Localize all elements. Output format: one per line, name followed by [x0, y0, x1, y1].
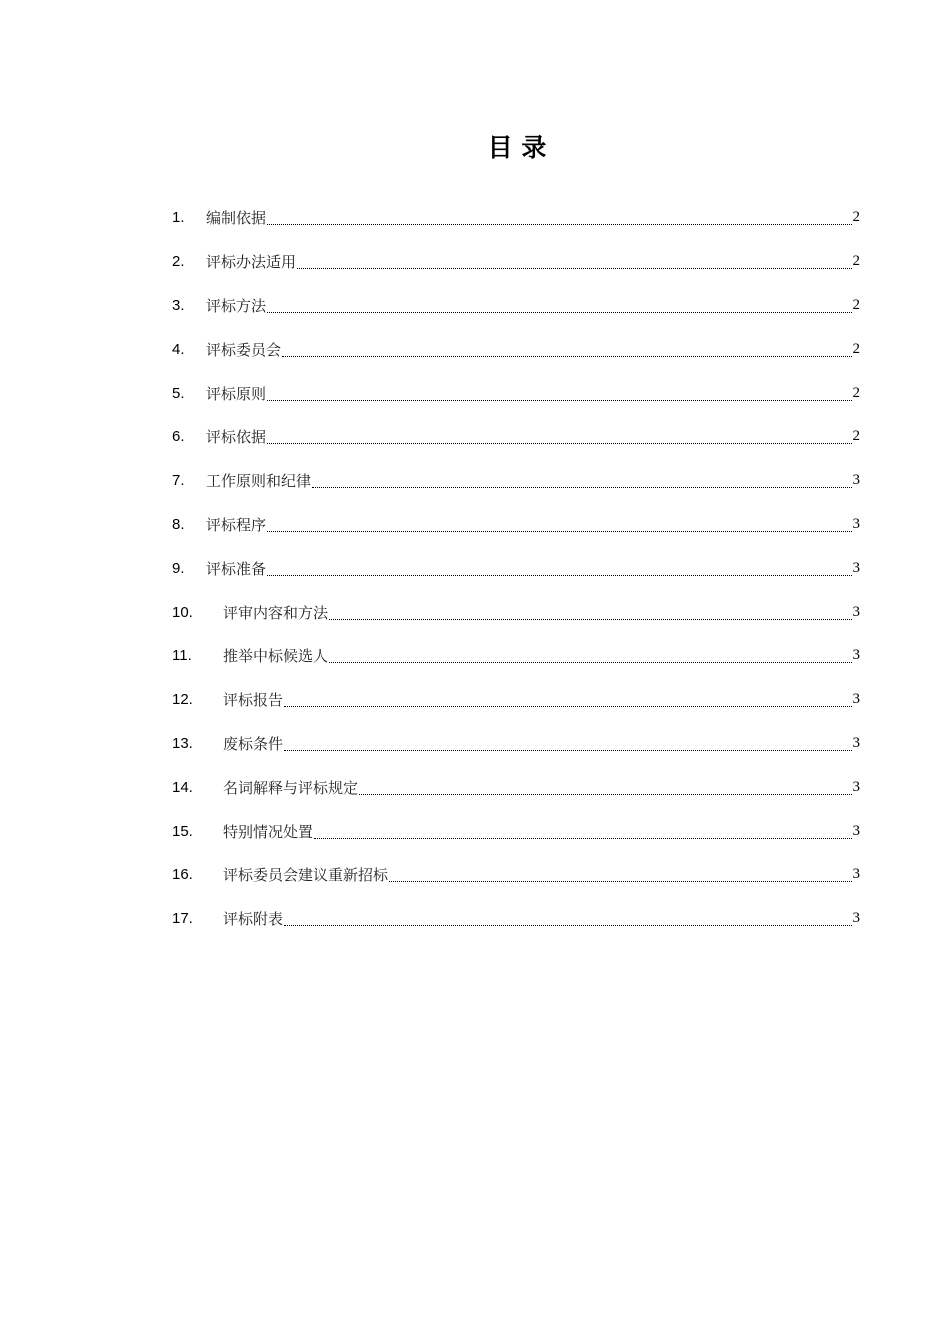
toc-entry-number: 17.: [172, 910, 193, 928]
toc-entry-title: 评标附表: [223, 910, 284, 929]
toc-entry-number: 7.: [172, 472, 185, 490]
toc-dot-leader: [282, 356, 851, 357]
page-title: 目 录: [487, 133, 547, 162]
toc-entry-title: 评标报告: [223, 691, 284, 710]
toc-entry-title: 评标原则: [206, 384, 267, 403]
toc-entry-page: 3: [852, 472, 860, 489]
toc-entry-page: 2: [852, 428, 860, 445]
toc-dot-leader: [314, 838, 851, 839]
toc-entry[interactable]: [172, 546, 860, 590]
toc-entry-number: 1.: [172, 209, 185, 227]
toc-entry-number: 8.: [172, 515, 185, 533]
toc-entry-number: 3.: [172, 296, 185, 314]
toc-entry-page: 3: [852, 515, 860, 532]
toc-entry[interactable]: [172, 371, 860, 415]
toc-entry-number: 12.: [172, 691, 193, 709]
toc-entry-title: 评审内容和方法: [223, 603, 329, 622]
toc-dot-leader: [359, 794, 851, 795]
toc-entry[interactable]: [172, 415, 860, 459]
toc-entry-page: 3: [852, 778, 860, 795]
toc-entry-title: 评标准备: [206, 559, 267, 578]
toc-entry-title: 废标条件: [223, 734, 284, 753]
toc-dot-leader: [267, 400, 851, 401]
toc-entry-title: 评标委员会建议重新招标: [223, 866, 389, 885]
toc-entry-title: 评标程序: [206, 515, 267, 534]
toc-entry-page: 2: [852, 340, 860, 357]
toc-entry-page: 3: [852, 734, 860, 751]
toc-entry[interactable]: [172, 459, 860, 503]
toc-entry[interactable]: [172, 809, 860, 853]
toc-entry[interactable]: [172, 284, 860, 328]
toc-entry-number: 11.: [172, 647, 192, 665]
toc-entry[interactable]: [172, 722, 860, 766]
toc-entry-number: 16.: [172, 866, 193, 884]
toc-entry-page: 3: [852, 822, 860, 839]
toc-entry[interactable]: [172, 196, 860, 240]
toc-dot-leader: [329, 662, 851, 663]
toc-dot-leader: [389, 881, 851, 882]
toc-entry-number: 9.: [172, 559, 185, 577]
toc-dot-leader: [284, 706, 851, 707]
toc-entry-title: 编制依据: [206, 209, 267, 228]
toc-entry-number: 10.: [172, 603, 193, 621]
toc-dot-leader: [284, 750, 851, 751]
toc-dot-leader: [267, 443, 851, 444]
toc-entry-title: 评标办法适用: [206, 253, 297, 272]
toc-entry-title: 推举中标候选人: [223, 647, 329, 666]
toc-entry[interactable]: [172, 634, 860, 678]
toc-entry-page: 3: [852, 603, 860, 620]
toc-entry[interactable]: [172, 678, 860, 722]
toc-entry-number: 6.: [172, 428, 185, 446]
toc-entry-page: 2: [852, 384, 860, 401]
toc-entry[interactable]: [172, 765, 860, 809]
toc-dot-leader: [267, 575, 851, 576]
toc-entry-number: 5.: [172, 384, 185, 402]
toc-dot-leader: [267, 224, 851, 225]
toc-entry-page: 3: [852, 910, 860, 927]
toc-entry-number: 2.: [172, 253, 185, 271]
toc-dot-leader: [329, 619, 851, 620]
toc-entry-number: 15.: [172, 822, 193, 840]
toc-dot-leader: [267, 312, 851, 313]
toc-entry[interactable]: [172, 503, 860, 547]
toc-dot-leader: [297, 268, 851, 269]
toc-entry-page: 2: [852, 253, 860, 270]
toc-entry-page: 3: [852, 691, 860, 708]
toc-entry-number: 4.: [172, 340, 185, 358]
toc-entry-number: 13.: [172, 734, 193, 752]
toc-dot-leader: [284, 925, 851, 926]
toc-entry-title: 评标依据: [206, 428, 267, 447]
table-of-contents: [172, 196, 860, 941]
toc-entry-page: 2: [852, 296, 860, 313]
toc-entry-title: 名词解释与评标规定: [223, 778, 359, 797]
toc-entry-page: 3: [852, 647, 860, 664]
toc-dot-leader: [312, 487, 851, 488]
toc-entry-page: 3: [852, 559, 860, 576]
toc-entry[interactable]: [172, 327, 860, 371]
toc-entry-page: 3: [852, 866, 860, 883]
toc-dot-leader: [267, 531, 851, 532]
toc-entry-title: 评标方法: [206, 296, 267, 315]
toc-entry-title: 工作原则和纪律: [206, 472, 312, 491]
toc-entry[interactable]: [172, 897, 860, 941]
toc-entry-title: 特别情况处置: [223, 822, 314, 841]
toc-entry[interactable]: [172, 240, 860, 284]
toc-entry-title: 评标委员会: [206, 340, 282, 359]
toc-entry-number: 14.: [172, 778, 193, 796]
toc-entry[interactable]: [172, 853, 860, 897]
toc-entry-page: 2: [852, 209, 860, 226]
toc-entry[interactable]: [172, 590, 860, 634]
